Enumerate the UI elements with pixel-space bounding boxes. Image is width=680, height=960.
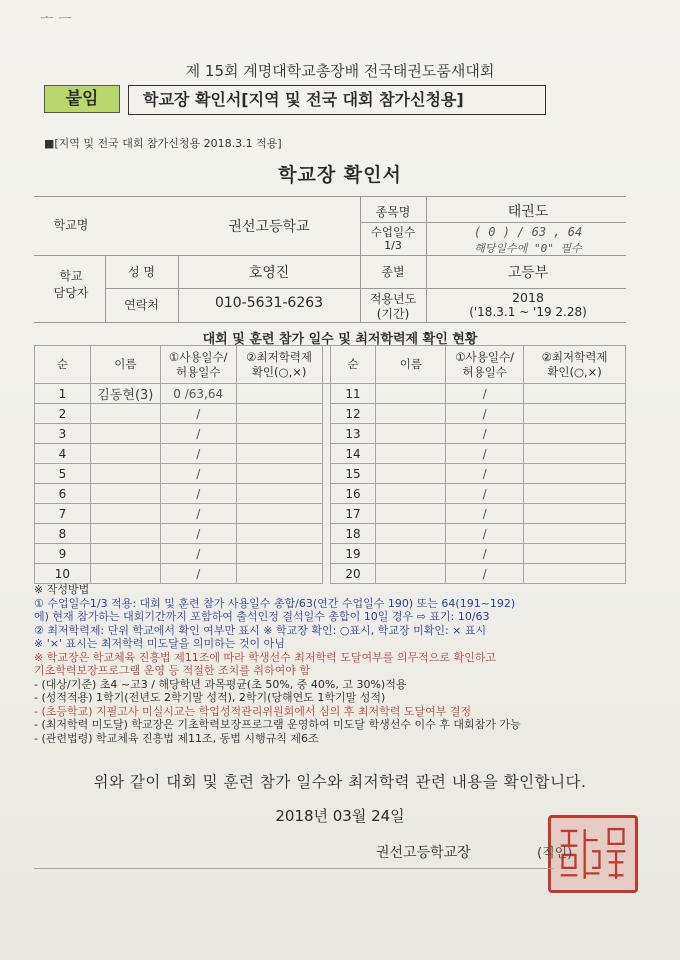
gender-value: 고등부 [507, 265, 549, 281]
row-no: 11 [330, 384, 376, 404]
row-days: / [160, 564, 236, 584]
row-days: / [160, 464, 236, 484]
issue-date: 2018년 03월 24일 [275, 807, 405, 825]
row-name [376, 464, 446, 484]
name-value: 호영진 [248, 265, 290, 281]
school-value: 권선고등학교 [228, 219, 310, 235]
row-check [236, 544, 322, 564]
row-name [90, 564, 160, 584]
row-name [376, 564, 446, 584]
row-days: / [160, 484, 236, 504]
header-check-right: ②최저학력제 확인(○,×) [524, 346, 626, 384]
row-no: 6 [35, 484, 91, 504]
note-line: - (성적적용) 1학기(전년도 2학기말 성적), 2학기(당해연도 1학기말 성적) [34, 691, 386, 704]
row-name [376, 484, 446, 504]
row-no: 14 [330, 444, 376, 464]
event-title: 제 15회 계명대학교총장배 전국태권도품새대회 [185, 62, 495, 80]
row-check [524, 404, 626, 424]
row-name [90, 464, 160, 484]
note-line: - (대상/기준) 초4 ~고3 / 해당학년 과목평균(초 50%, 중 40%, 고 30%)적용 [34, 677, 407, 691]
header-days-left: ①사용일수/ 허용일수 [160, 346, 236, 384]
year-sub: (기간) [376, 307, 410, 321]
table-row [35, 504, 626, 524]
name-label: 성 명 [128, 265, 155, 279]
row-name [90, 484, 160, 504]
table-gap [322, 444, 330, 464]
row-days: / [446, 544, 524, 564]
info-rule-bottom [34, 322, 626, 323]
row-no: 7 [35, 504, 91, 524]
gender-label: 종별 [381, 265, 405, 279]
row-no: 10 [35, 564, 91, 584]
bottom-rule [34, 868, 554, 869]
table-gap [322, 424, 330, 444]
header-no-right: 순 [330, 346, 376, 384]
row-name: 김동현(3) [90, 384, 160, 404]
note-line: ※ '×' 표시는 최저학력 미도달을 의미하는 것이 아님 [34, 637, 285, 650]
note-line: - (초등학교) 지필고사 미실시교는 학업성적관리위원회에서 심의 후 최저학력 도달여부 결정 [34, 704, 472, 718]
note-line: 기초학력보장프로그램 운영 등 적절한 조치를 취하여야 함 [34, 664, 311, 677]
table-gap [322, 484, 330, 504]
table-gap [322, 524, 330, 544]
row-check [524, 564, 626, 584]
notes-section [34, 583, 634, 745]
staff-label-2: 담당자 [53, 286, 89, 300]
row-days: / [446, 464, 524, 484]
row-name [376, 504, 446, 524]
table-row [35, 404, 626, 424]
table-gap [322, 384, 330, 404]
attachment-title: 학교장 확인서[지역 및 전국 대회 참가신청용] [128, 85, 546, 115]
participation-table [34, 345, 626, 584]
row-no: 9 [35, 544, 91, 564]
table-body [35, 384, 626, 584]
info-rule-top [34, 196, 626, 197]
row-check [524, 524, 626, 544]
note-line: ※ 학교장은 학교체육 진흥법 제11조에 따라 학생선수 최저학력 도달여부를 의무적으로 확인하고 [34, 650, 496, 664]
document-title: 학교장 확인서 [278, 164, 402, 186]
row-check [236, 564, 322, 584]
year-label: 적용년도 [369, 292, 417, 306]
row-no: 12 [330, 404, 376, 424]
row-no: 5 [35, 464, 91, 484]
info-rule-right2 [105, 288, 626, 289]
note-line: ① 수업일수1/3 적용: 대회 및 훈련 참가 사용일수 총합/63(연간 수업일수 190) 또는 64(191~192) [34, 596, 516, 610]
row-days: / [446, 564, 524, 584]
row-no: 16 [330, 484, 376, 504]
row-no: 3 [35, 424, 91, 444]
info-vline-2 [426, 196, 427, 322]
row-name [376, 424, 446, 444]
note-line: - (관련법령) 학교체육 진흥법 제11조, 동법 시행규칙 제6조 [34, 731, 319, 745]
row-no: 19 [330, 544, 376, 564]
class-days-sub: 1/3 [384, 239, 402, 252]
row-no: 18 [330, 524, 376, 544]
row-name [90, 524, 160, 544]
row-no: 2 [35, 404, 91, 424]
school-label: 학교명 [53, 218, 89, 232]
table-row [35, 424, 626, 444]
row-check [524, 384, 626, 404]
row-name [90, 444, 160, 464]
signer-name: 권선고등학교장 [376, 845, 471, 861]
contact-label: 연락처 [124, 298, 159, 312]
corner-mark-left: ᅩ [40, 11, 54, 27]
row-check [524, 464, 626, 484]
row-check [236, 484, 322, 504]
note-line: ※ 작성방법 [34, 583, 90, 596]
row-no: 17 [330, 504, 376, 524]
table-row [35, 484, 626, 504]
table-row [35, 384, 626, 404]
table-gap [322, 404, 330, 424]
row-days: 0 /63,64 [160, 384, 236, 404]
row-name [376, 544, 446, 564]
contact-value: 010-5631-6263 [214, 295, 324, 311]
corner-mark-right: ᅳ [58, 11, 72, 27]
row-name [376, 384, 446, 404]
row-no: 8 [35, 524, 91, 544]
class-days-note: 해당일수에 "0" 필수 [474, 242, 582, 255]
row-days: / [160, 524, 236, 544]
row-days: / [160, 544, 236, 564]
row-days: / [446, 404, 524, 424]
row-days: / [446, 444, 524, 464]
row-name [90, 424, 160, 444]
row-name [90, 504, 160, 524]
year-value: 2018 [512, 290, 544, 305]
table-gap [322, 504, 330, 524]
row-days: / [446, 504, 524, 524]
row-days: / [160, 404, 236, 424]
table-row [35, 544, 626, 564]
row-name [376, 444, 446, 464]
row-check [524, 504, 626, 524]
event-value: 태권도 [507, 204, 549, 220]
table-row [35, 524, 626, 544]
info-rule-right1 [360, 222, 626, 223]
row-name [90, 404, 160, 424]
note-line: - (최저학력 미도달) 학교장은 기초학력보장프로그램 운영하여 미도달 학생선수 이수 후 대회참가 가능 [34, 718, 521, 731]
row-check [524, 424, 626, 444]
header-name-right: 이름 [376, 346, 446, 384]
row-no: 15 [330, 464, 376, 484]
table-gap [322, 464, 330, 484]
attachment-label: 붙임 [44, 85, 120, 113]
year-range: ('18.3.1 ~ '19 2.28) [469, 305, 587, 319]
row-name [376, 524, 446, 544]
seal-mark: (직인) [537, 846, 573, 861]
header-check-left: ②최저학력제 확인(○,×) [236, 346, 322, 384]
row-check [236, 384, 322, 404]
class-days-value: ( 0 ) / 63 , 64 [473, 225, 583, 239]
row-check [236, 424, 322, 444]
row-days: / [446, 424, 524, 444]
header-days-right: ①사용일수/ 허용일수 [446, 346, 524, 384]
row-name [376, 404, 446, 424]
form-note: ■[지역 및 전국 대회 참가신청용 2018.3.1 적용] [44, 137, 282, 150]
table-gap [322, 346, 330, 384]
table-row [35, 444, 626, 464]
row-no: 1 [35, 384, 91, 404]
row-days: / [160, 504, 236, 524]
table-gap [322, 544, 330, 564]
staff-label-1: 학교 [59, 269, 83, 283]
header-name-left: 이름 [90, 346, 160, 384]
table-gap [322, 564, 330, 584]
note-line: ② 최저학력제: 단위 학교에서 확인 여부만 표시 ※ 학교장 확인: ○표시, 학교장 미확인: × 표시 [34, 623, 487, 637]
row-check [236, 524, 322, 544]
section-title: 대회 및 훈련 참가 일수 및 최저학력제 확인 현황 [202, 332, 478, 347]
row-days: / [160, 424, 236, 444]
row-check [524, 544, 626, 564]
class-days-label: 수업일수 [370, 225, 416, 239]
note-line: 에) 현재 참가하는 대회기간까지 포함하여 출석인정 결석일수 총합이 10일 경우 ⇨ 표기: 10/63 [34, 610, 490, 623]
table-header-row [35, 346, 626, 384]
header-no-left: 순 [35, 346, 91, 384]
row-check [236, 464, 322, 484]
row-check [524, 444, 626, 464]
row-no: 13 [330, 424, 376, 444]
row-check [236, 444, 322, 464]
row-days: / [160, 444, 236, 464]
row-name [90, 544, 160, 564]
row-days: / [446, 484, 524, 504]
row-no: 4 [35, 444, 91, 464]
row-check [236, 404, 322, 424]
table-row [35, 464, 626, 484]
row-days: / [446, 384, 524, 404]
confirm-statement: 위와 같이 대회 및 훈련 참가 일수와 최저학력 관련 내용을 확인합니다. [93, 773, 587, 791]
table-row [35, 564, 626, 584]
row-no: 20 [330, 564, 376, 584]
event-label: 종목명 [375, 205, 411, 219]
row-check [236, 504, 322, 524]
row-days: / [446, 524, 524, 544]
row-check [524, 484, 626, 504]
